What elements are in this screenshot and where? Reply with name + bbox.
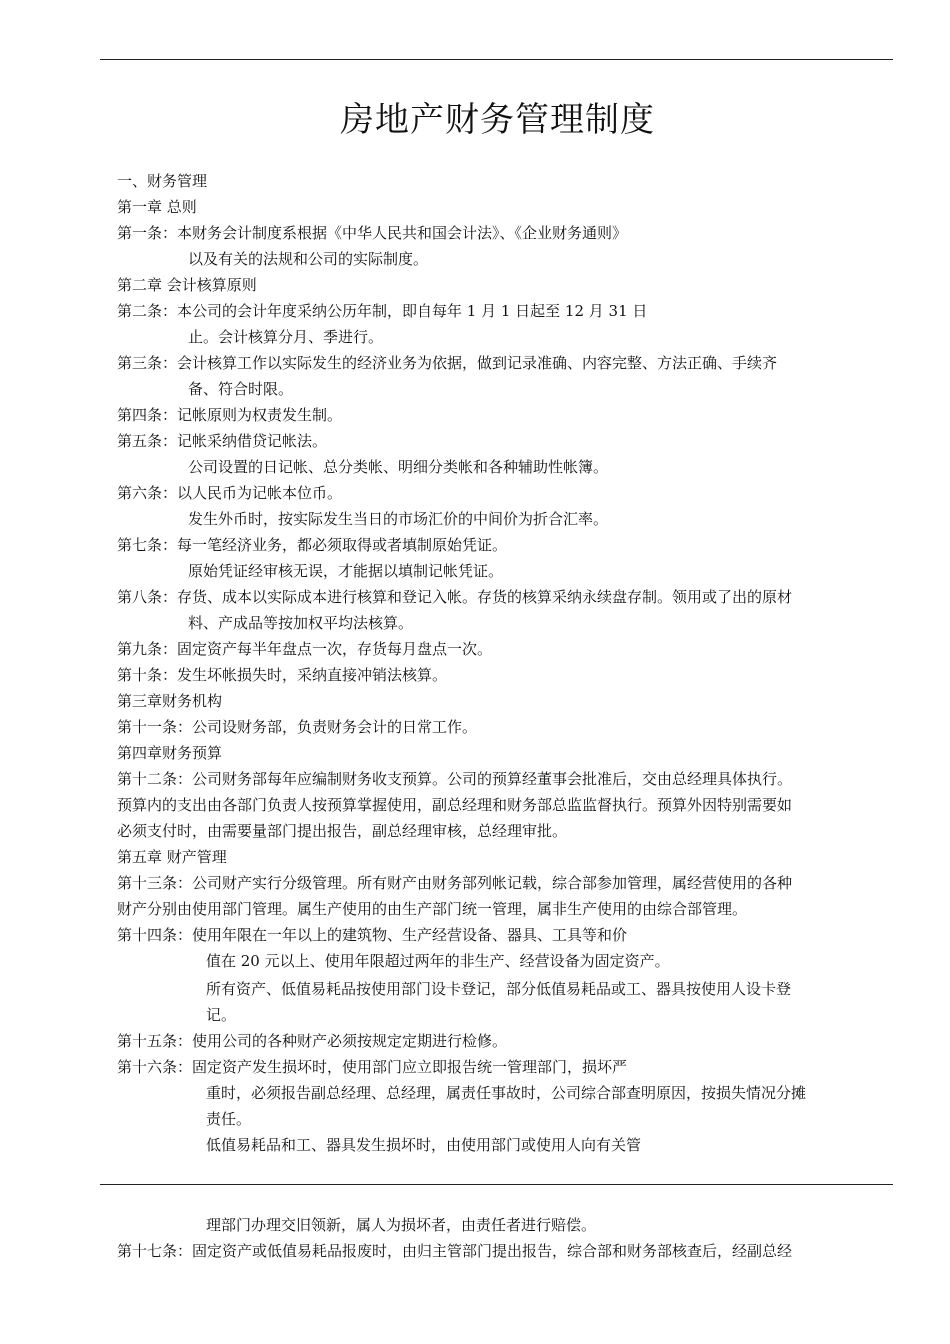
chapter-heading: 第四章财务预算: [117, 744, 223, 762]
article-continuation: 以及有关的法规和公司的实际制度。: [188, 250, 429, 268]
article-continuation: 记。: [206, 1006, 237, 1024]
article-continuation: 原始凭证经审核无误，才能据以填制记帐凭证。: [188, 562, 504, 580]
page-title: 房地产财务管理制度: [340, 100, 655, 140]
section-heading: 一、财务管理: [117, 172, 208, 190]
article-continuation: 公司设置的日记帐、总分类帐、明细分类帐和各种辅助性帐簿。: [188, 458, 609, 476]
article-continuation: 备、符合时限。: [188, 380, 294, 398]
article-line: 第十二条：公司财务部每年应编制财务收支预算。公司的预算经董事会批准后，交由总经理具体执行。: [117, 770, 793, 788]
article-continuation: 财产分别由使用部门管理。属生产使用的由生产部门统一管理，属非生产使用的由综合部管理。: [117, 900, 748, 918]
chapter-heading: 第二章 会计核算原则: [117, 276, 257, 294]
chapter-heading: 第一章 总则: [117, 198, 197, 216]
article-continuation: 止。会计核算分月、季进行。: [188, 328, 384, 346]
article-continuation: 理部门办理交旧领新，属人为损坏者，由责任者进行赔偿。: [206, 1216, 597, 1234]
article-line: 第十一条：公司设财务部，负责财务会计的日常工作。: [117, 718, 478, 736]
article-line: 第一条：本财务会计制度系根据《中华人民共和国会计法》、《企业财务通则》: [117, 224, 628, 242]
chapter-heading: 第三章财务机构: [117, 692, 223, 710]
article-line: 第五条：记帐采纳借贷记帐法。: [117, 432, 328, 450]
article-line: 第十六条：固定资产发生损坏时，使用部门应立即报告统一管理部门，损坏严: [117, 1058, 628, 1076]
article-continuation: 所有资产、低值易耗品按使用部门设卡登记，部分低值易耗品或工、器具按使用人设卡登: [206, 980, 792, 998]
article-continuation: 值在 20 元以上、使用年限超过两年的非生产、经营设备为固定资产。: [206, 952, 670, 970]
article-continuation: 必须支付时，由需要量部门提出报告，副总经理审核，总经理审批。: [117, 822, 568, 840]
article-line: 第四条：记帐原则为权责发生制。: [117, 406, 343, 424]
article-line: 第十条：发生坏帐损失时，采纳直接冲销法核算。: [117, 666, 448, 684]
article-line: 第八条：存货、成本以实际成本进行核算和登记入帐。存货的核算采纳永续盘存制。领用或了出的原材: [117, 588, 793, 606]
article-continuation: 发生外币时，按实际发生当日的市场汇价的中间价为折合汇率。: [188, 510, 609, 528]
article-line: 第十三条：公司财产实行分级管理。所有财产由财务部列帐记载，综合部参加管理，属经营使用的各种: [117, 874, 793, 892]
article-continuation: 重时，必须报告副总经理、总经理，属责任事故时，公司综合部查明原因，按损失情况分摊: [206, 1084, 807, 1102]
article-continuation: 责任。: [206, 1110, 252, 1128]
header-rule: [100, 59, 893, 60]
article-continuation: 料、产成品等按加权平均法核算。: [188, 614, 414, 632]
article-line: 第九条：固定资产每半年盘点一次，存货每月盘点一次。: [117, 640, 493, 658]
article-line: 第三条：会计核算工作以实际发生的经济业务为依据，做到记录准确、内容完整、方法正确、手续齐: [117, 354, 778, 372]
page-break-rule: [100, 1184, 893, 1185]
article-line: 第六条：以人民币为记帐本位币。: [117, 484, 343, 502]
article-continuation: 预算内的支出由各部门负责人按预算掌握使用，副总经理和财务部总监监督执行。预算外因特别需要如: [117, 796, 793, 814]
article-line: 第七条：每一笔经济业务，都必须取得或者填制原始凭证。: [117, 536, 508, 554]
chapter-heading: 第五章 财产管理: [117, 848, 227, 866]
article-line: 第十七条：固定资产或低值易耗品报废时，由归主管部门提出报告，综合部和财务部核查后，经副总经: [117, 1242, 793, 1260]
article-line: 第十五条：使用公司的各种财产必须按规定定期进行检修。: [117, 1032, 508, 1050]
article-line: 第二条：本公司的会计年度采纳公历年制，即自每年 1 月 1 日起至 12 月 31 日: [117, 302, 648, 320]
article-continuation: 低值易耗品和工、器具发生损坏时，由使用部门或使用人向有关管: [206, 1136, 642, 1154]
article-line: 第十四条：使用年限在一年以上的建筑物、生产经营设备、器具、工具等和价: [117, 926, 628, 944]
